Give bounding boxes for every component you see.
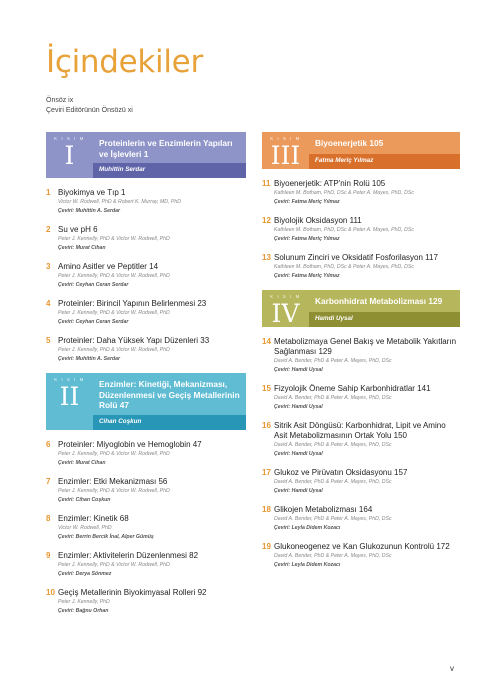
chapter-translator: Çeviri: Ceyhan Ceran Serdar — [58, 319, 129, 325]
chapter-translator: Çeviri: Berrin Bercik İnal, Alper Gümüş — [58, 533, 154, 540]
chapter-entry — [262, 542, 460, 569]
chapter-body — [272, 337, 460, 374]
chapter-translator: Çeviri: Leyla Didem Kozacı — [274, 562, 341, 568]
chapter-authors: Peter J. Kennelly, PhD & Victor W. Rodwell, PhD — [58, 450, 170, 457]
chapter-authors: David A. Bender, PhD & Peter A. Mayes, PhD, DSc — [274, 395, 392, 401]
chapter-number: 16 — [262, 421, 271, 430]
part-kisim-label: K I S I M — [54, 136, 85, 141]
part-roman-numeral: III — [270, 141, 301, 170]
chapter-title: Proteinler: Birincil Yapının Belirlenmesi 23 — [58, 299, 207, 308]
chapter-title: Solunum Zinciri ve Oksidatif Fosforilasyon 117 — [274, 253, 438, 262]
toc-column-right — [262, 132, 460, 579]
chapter-authors: Peter J. Kennelly, PhD & Victor W. Rodwell, PhD — [58, 347, 170, 353]
chapter-translator: Çeviri: Fatma Meriç Yılmaz — [274, 199, 340, 205]
chapter-title: Proteinler: Daha Yüksek Yapı Düzenleri 33 — [58, 336, 210, 345]
chapter-entry — [262, 505, 460, 532]
chapter-authors: Peter J. Kennelly, PhD & Victor W. Rodwell, PhD — [58, 561, 170, 568]
part-kisim-label: K I S I M — [270, 136, 301, 141]
chapter-body — [272, 179, 460, 206]
chapter-authors: David A. Bender, PhD & Peter A. Mayes, PhD, DSc — [274, 358, 392, 364]
chapter-entry — [46, 299, 246, 326]
chapter-entry — [46, 336, 246, 363]
chapter-title: Enzimler: Aktivitelerin Düzenlenmesi 82 — [58, 550, 199, 560]
chapter-entry — [46, 188, 246, 215]
chapter-entry — [46, 225, 246, 252]
chapter-title: Enzimler: Etki Mekanizması 56 — [58, 476, 168, 486]
part-roman-numeral: I — [64, 141, 75, 170]
front-matter-translation-preface: Çeviri Editörünün Önsözü xi — [46, 107, 133, 114]
chapter-body — [56, 588, 246, 615]
chapter-title: Geçiş Metallerinin Biyokimyasal Rolleri 92 — [58, 587, 207, 597]
part-number-block — [46, 373, 93, 430]
part-header — [262, 290, 460, 327]
chapter-authors: Kathleen M. Botham, PhD, DSc & Peter A. Mayes, PhD, DSc — [274, 264, 414, 270]
chapter-number: 14 — [262, 337, 271, 346]
chapter-authors: David A. Bender, PhD & Peter A. Mayes, PhD, DSc — [274, 516, 392, 522]
part-number-block — [46, 132, 93, 178]
chapter-translator: Çeviri: Ceyhan Ceran Serdar — [58, 282, 129, 288]
part-number-block — [262, 132, 309, 169]
chapter-authors: Victor W. Rodwell, PhD — [58, 524, 112, 531]
chapter-number: 9 — [46, 550, 51, 560]
part-number-block — [262, 290, 309, 327]
chapter-title: Glukoneogenez ve Kan Glukozunun Kontrolü 172 — [274, 542, 450, 551]
chapter-entry — [262, 253, 460, 280]
chapter-authors: Kathleen M. Botham, PhD, DSc & Peter A. Mayes, PhD, DSc — [274, 190, 414, 196]
chapter-authors: David A. Bender, PhD & Peter A. Mayes, PhD, DSc — [274, 442, 392, 448]
part-kisim-label: K I S I M — [54, 377, 85, 382]
part-header — [46, 132, 246, 178]
chapter-title: Enzimler: Kinetik 68 — [58, 513, 129, 523]
chapter-body — [272, 505, 460, 532]
chapter-body — [272, 468, 460, 495]
chapter-body — [272, 421, 460, 458]
part-editor: Hamdi Uysal — [309, 312, 460, 327]
chapter-entry — [262, 337, 460, 374]
chapter-authors: Peter J. Kennelly, PhD & Victor W. Rodwell, PhD — [58, 273, 170, 279]
chapter-number: 5 — [46, 336, 51, 345]
chapter-number: 15 — [262, 384, 271, 393]
chapter-number: 10 — [46, 587, 55, 597]
chapter-entry — [46, 262, 246, 289]
chapter-body — [56, 188, 246, 215]
chapter-body — [272, 253, 460, 280]
chapter-translator: Çeviri: Murat Cihan — [58, 245, 106, 251]
chapter-number: 12 — [262, 216, 271, 225]
chapter-number: 18 — [262, 505, 271, 514]
part-header — [46, 373, 246, 430]
chapter-authors: Peter J. Kennelly, PhD & Victor W. Rodwell, PhD — [58, 236, 170, 242]
chapter-title: Glukoz ve Pirüvatın Oksidasyonu 157 — [274, 468, 408, 477]
front-matter-preface: Önsöz ix — [46, 97, 74, 104]
chapter-title: Sitrik Asit Döngüsü: Karbonhidrat, Lipit ve Amino Asit Metabolizmasının Ortak Yolu 150 — [274, 421, 446, 440]
chapter-title: Biyokimya ve Tıp 1 — [58, 188, 126, 197]
chapter-entry — [262, 384, 460, 411]
chapter-translator: Çeviri: Hamdi Uysal — [274, 367, 323, 373]
chapter-number: 17 — [262, 468, 271, 477]
chapter-number: 6 — [46, 439, 51, 449]
chapter-entry — [46, 514, 246, 541]
part-title-block — [93, 373, 246, 430]
chapter-authors: Kathleen M. Botham, PhD, DSc & Peter A. Mayes, PhD, DSc — [274, 227, 414, 233]
chapter-body — [272, 542, 460, 569]
chapter-authors: Peter J. Kennelly, PhD & Victor W. Rodwell, PhD — [58, 487, 170, 494]
chapter-number: 8 — [46, 513, 51, 523]
part-roman-numeral: IV — [271, 299, 300, 328]
part-roman-numeral: II — [59, 382, 80, 411]
chapter-translator: Çeviri: Fatma Meriç Yılmaz — [274, 273, 340, 279]
page-title: İçindekiler — [46, 44, 203, 80]
chapter-body — [272, 216, 460, 243]
chapter-authors: David A. Bender, PhD & Peter A. Mayes, PhD, DSc — [274, 553, 392, 559]
toc-column-left — [46, 132, 246, 625]
chapter-title: Biyoenerjetik: ATP'nin Rolü 105 — [274, 179, 386, 188]
chapter-authors: David A. Bender, PhD & Peter A. Mayes, PhD, DSc — [274, 479, 392, 485]
chapter-number: 19 — [262, 542, 271, 551]
chapter-body — [56, 514, 246, 541]
chapter-body — [56, 440, 246, 467]
chapter-entry — [46, 551, 246, 578]
chapter-translator: Çeviri: Hamdi Uysal — [274, 404, 323, 410]
part-title: Biyoenerjetik 105 — [309, 132, 460, 154]
chapter-authors: Victor W. Rodwell, PhD & Robert K. Murray, MD, PhD — [58, 199, 181, 205]
chapter-entry — [262, 179, 460, 206]
chapter-body — [56, 262, 246, 289]
chapter-translator: Çeviri: Leyla Didem Kozacı — [274, 525, 341, 531]
chapter-number: 11 — [262, 179, 271, 188]
chapter-body — [56, 299, 246, 326]
chapter-number: 7 — [46, 476, 51, 486]
chapter-translator: Çeviri: Fatma Meriç Yılmaz — [274, 236, 340, 242]
chapter-body — [272, 384, 460, 411]
chapter-title: Amino Asitler ve Peptitler 14 — [58, 262, 159, 271]
chapter-title: Su ve pH 6 — [58, 225, 98, 234]
chapter-translator: Çeviri: Hamdi Uysal — [274, 451, 323, 457]
chapter-entry — [46, 588, 246, 615]
part-title-block — [309, 290, 460, 327]
chapter-title: Metabolizmaya Genel Bakış ve Metabolik Yakıtların Sağlanması 129 — [274, 337, 457, 356]
part-editor: Fatma Meriç Yılmaz — [309, 154, 460, 169]
part-editor: Muhittin Serdar — [93, 163, 246, 178]
chapter-translator: Çeviri: Muhittin A. Serdar — [58, 356, 121, 362]
chapter-number: 2 — [46, 225, 51, 234]
part-title: Karbonhidrat Metabolizması 129 — [309, 290, 460, 312]
part-title: Proteinlerin ve Enzimlerin Yapıları ve İşlevleri 1 — [93, 132, 246, 163]
chapter-translator: Çeviri: Cihan Coşkun — [58, 496, 111, 503]
chapter-entry — [46, 477, 246, 504]
part-title-block — [309, 132, 460, 169]
chapter-title: Biyolojik Oksidasyon 111 — [274, 216, 362, 225]
part-header — [262, 132, 460, 169]
chapter-body — [56, 477, 246, 504]
chapter-number: 1 — [46, 188, 51, 197]
chapter-number: 3 — [46, 262, 51, 271]
chapter-translator: Çeviri: Muhittin A. Serdar — [58, 208, 121, 214]
chapter-title: Glikojen Metabolizması 164 — [274, 505, 373, 514]
chapter-title: Fizyolojik Öneme Sahip Karbonhidratlar 141 — [274, 384, 431, 393]
chapter-entry — [46, 440, 246, 467]
part-editor: Cihan Coşkun — [93, 415, 246, 430]
chapter-body — [56, 551, 246, 578]
chapter-body — [56, 225, 246, 252]
chapter-body — [56, 336, 246, 363]
chapter-entry — [262, 468, 460, 495]
chapter-number: 13 — [262, 253, 271, 262]
chapter-authors: Peter J. Kennelly, PhD & Victor W. Rodwell, PhD — [58, 310, 170, 316]
part-title: Enzimler: Kinetiği, Mekanizması, Düzenlenmesi ve Geçiş Metallerinin Rolü 47 — [93, 373, 246, 415]
page-number: v — [450, 664, 454, 673]
chapter-entry — [262, 216, 460, 243]
chapter-entry — [262, 421, 460, 458]
part-title-block — [93, 132, 246, 178]
chapter-translator: Çeviri: Murat Cihan — [58, 459, 106, 466]
chapter-authors: Peter J. Kennelly, PhD — [58, 598, 110, 605]
part-kisim-label: K I S I M — [270, 294, 301, 299]
chapter-translator: Çeviri: Bağnu Orhan — [58, 607, 109, 614]
chapter-number: 4 — [46, 299, 51, 308]
chapter-translator: Çeviri: Derya Sönmez — [58, 570, 112, 577]
chapter-title: Proteinler: Miyoglobin ve Hemoglobin 47 — [58, 439, 202, 449]
chapter-translator: Çeviri: Hamdi Uysal — [274, 488, 323, 494]
